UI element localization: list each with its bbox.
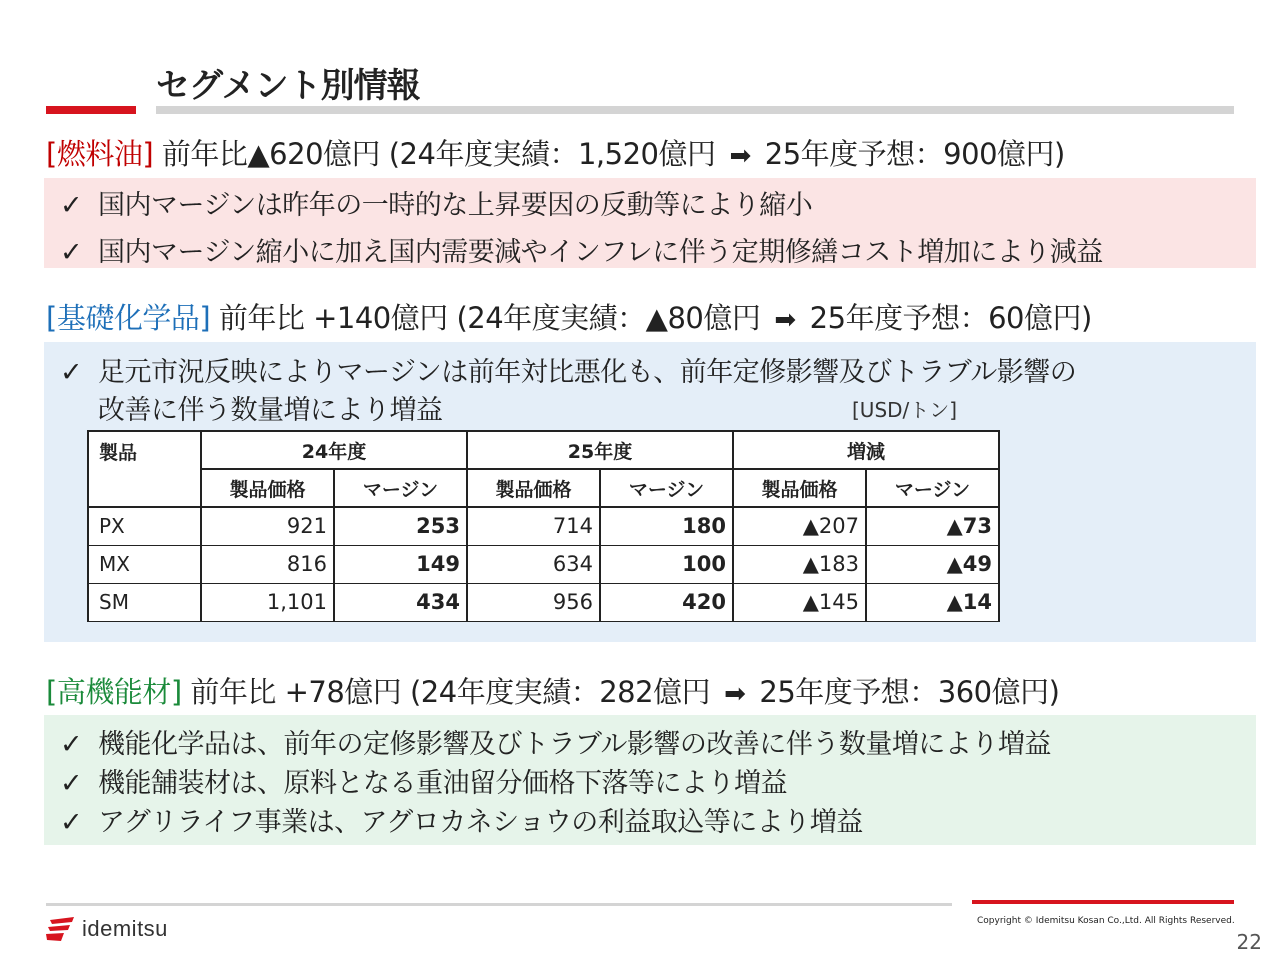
table-cell: ▲49: [866, 545, 999, 583]
right-arrow-icon: ➡: [729, 141, 751, 171]
fuel-summary-after: 25年度予想：900億円): [764, 137, 1065, 171]
adv-summary-after: 25年度予想：360億円): [759, 675, 1060, 709]
page-title: セグメント別情報: [156, 66, 420, 106]
subheader-price: 製品価格: [733, 469, 866, 507]
adv-bullet-3: [60, 800, 863, 839]
fuel-bullet-1: [60, 183, 812, 222]
footer-accent-bar: [972, 900, 1234, 904]
check-icon: ✓: [60, 768, 83, 799]
product-name: PX: [88, 507, 201, 545]
table-unit-label: [USD/トン]: [852, 398, 958, 422]
subheader-margin: マージン: [600, 469, 733, 507]
table-cell: ▲14: [866, 583, 999, 621]
table-corner-header: 製品: [88, 431, 201, 507]
check-icon: ✓: [60, 237, 83, 268]
chem-segment-heading: [46, 296, 1092, 337]
fuel-summary-before: 前年比▲620億円 (24年度実績：1,520億円: [161, 137, 716, 171]
fuel-segment-label: [燃料油]: [46, 137, 154, 171]
table-cell: 434: [334, 583, 467, 621]
table-cell: 420: [600, 583, 733, 621]
page-number: 22: [1236, 930, 1262, 954]
table-cell: 253: [334, 507, 467, 545]
bullet-text: 機能化学品は、前年の定修影響及びトラブル影響の改善に伴う数量増により増益: [98, 729, 1051, 760]
bullet-text: 足元市況反映によりマージンは前年対比悪化も、前年定修影響及びトラブル影響の: [98, 357, 1077, 388]
table-cell: 1,101: [201, 583, 334, 621]
adv-segment-heading: [46, 670, 1059, 711]
table-cell: ▲145: [733, 583, 866, 621]
table-cell: 634: [467, 545, 600, 583]
bullet-text: アグリライフ事業は、アグロカネショウの利益取込等により増益: [98, 807, 863, 838]
check-icon: ✓: [60, 357, 83, 388]
title-accent-bar: [46, 106, 136, 114]
logo-text: idemitsu: [82, 916, 168, 941]
group-header-fy25: 25年度: [467, 431, 733, 469]
subheader-price: 製品価格: [201, 469, 334, 507]
table-row: [88, 583, 999, 621]
copyright-notice: Copyright © Idemitsu Kosan Co.,Ltd. All Rights Reserved.: [977, 916, 1235, 926]
bullet-text: 機能舗装材は、原料となる重油留分価格下落等により増益: [98, 768, 787, 799]
check-icon: ✓: [60, 729, 83, 760]
subheader-margin: マージン: [866, 469, 999, 507]
fuel-segment-heading: [46, 132, 1065, 173]
table-cell: 956: [467, 583, 600, 621]
adv-bullet-1: [60, 722, 1051, 761]
table-cell: 714: [467, 507, 600, 545]
table-row: [88, 507, 999, 545]
chem-summary-after: 25年度予想：60億円): [809, 301, 1092, 335]
adv-summary-before: 前年比 +78億円 (24年度実績：282億円: [190, 675, 711, 709]
chem-summary-before: 前年比 +140億円 (24年度実績：▲80億円: [218, 301, 761, 335]
right-arrow-icon: ➡: [724, 679, 746, 709]
product-name: SM: [88, 583, 201, 621]
table-cell: 180: [600, 507, 733, 545]
chem-segment-label: [基礎化学品]: [46, 301, 211, 335]
table-cell: ▲183: [733, 545, 866, 583]
product-name: MX: [88, 545, 201, 583]
table-cell: ▲207: [733, 507, 866, 545]
group-header-change: 増減: [733, 431, 999, 469]
table-cell: 816: [201, 545, 334, 583]
subheader-price: 製品価格: [467, 469, 600, 507]
fuel-bullet-2: [60, 230, 1103, 269]
table-cell: 100: [600, 545, 733, 583]
chem-bullet-1: [60, 350, 1076, 389]
subheader-margin: マージン: [334, 469, 467, 507]
table-row: [88, 545, 999, 583]
adv-segment-label: [高機能材]: [46, 675, 182, 709]
idemitsu-logo: [46, 916, 168, 942]
check-icon: ✓: [60, 807, 83, 838]
right-arrow-icon: ➡: [774, 305, 796, 335]
idemitsu-logo-icon: [46, 916, 76, 942]
title-divider: [156, 106, 1234, 114]
check-icon: ✓: [60, 190, 83, 221]
bullet-text: 国内マージン縮小に加え国内需要減やインフレに伴う定期修繕コスト増加により減益: [98, 237, 1103, 268]
table-cell: 921: [201, 507, 334, 545]
chemical-price-margin-table: [87, 430, 1000, 622]
bullet-text: 国内マージンは昨年の一時的な上昇要因の反動等により縮小: [98, 190, 813, 221]
footer-divider: [46, 903, 952, 906]
table-cell: ▲73: [866, 507, 999, 545]
table-cell: 149: [334, 545, 467, 583]
group-header-fy24: 24年度: [201, 431, 467, 469]
chem-bullet-1-continued: 改善に伴う数量増により増益: [98, 395, 443, 426]
adv-bullet-2: [60, 761, 787, 800]
